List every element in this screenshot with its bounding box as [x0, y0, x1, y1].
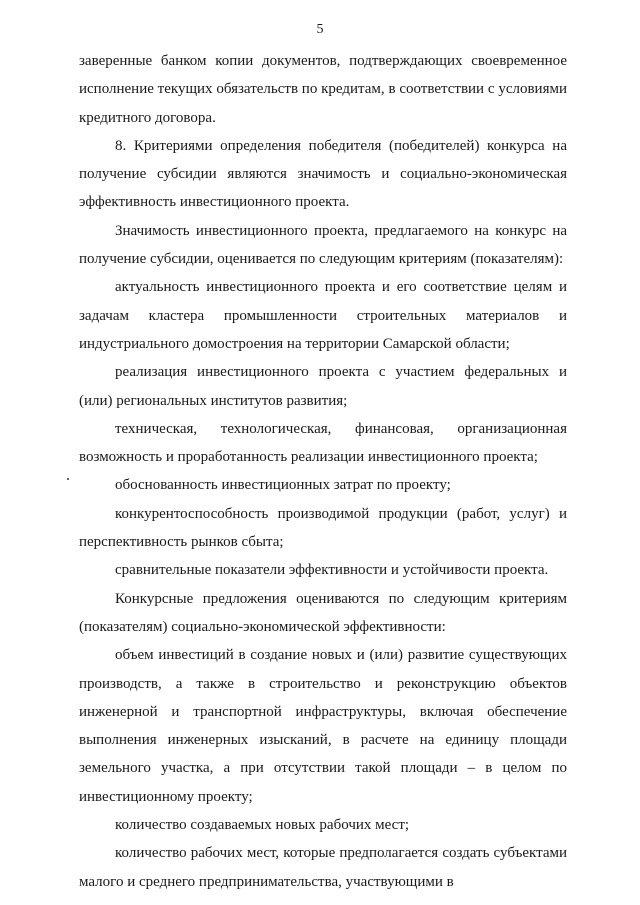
document-body [79, 47, 567, 896]
list-item-sme-jobs: количество рабочих мест, которые предполагается создать субъектами малого и среднего предпринимательства, участвующими в [79, 845, 567, 890]
list-item-feasibility: техническая, технологическая, финансовая, организационная возможность и проработанность реализации инвестиционного проекта; [79, 420, 567, 466]
page-number: 5 [316, 22, 324, 37]
paragraph-documents-continuation: заверенные банком копии документов, подтверждающих своевременное исполнение текущих обязательств по кредитам, в соответствии с условиями кредитного договора. [79, 53, 567, 126]
list-item-comparative-indicators: сравнительные показатели эффективности и устойчивости проекта. [115, 562, 549, 579]
list-item-investment-volume: объем инвестиций в создание новых и (или) развитие существующих производств, а также в строительство и реконструкцию объектов инженерной и транспортной инфраструктуры, включая обеспечение выполнения инженерных изысканий, в расчете на единицу площади земельного участка, а при отсутствии такой площади – в целом по инвестиционному проекту; [79, 647, 567, 805]
paragraph-socioeconomic-intro: Конкурсные предложения оцениваются по следующим критериям (показателям) социально-экономической эффективности: [79, 590, 567, 635]
list-item-competitiveness: конкурентоспособность производимой продукции (работ, услуг) и перспективность рынков сбыта; [79, 505, 567, 551]
list-item-costs: обоснованность инвестиционных затрат по проекту; [115, 477, 451, 494]
paragraph-criteria-winner: 8. Критериями определения победителя (победителей) конкурса на получение субсидии являются значимость и социально-экономическая эффективность инвестиционного проекта. [79, 137, 567, 211]
list-item-new-jobs: количество создаваемых новых рабочих мест; [115, 817, 410, 834]
paragraph-significance-intro: Значимость инвестиционного проекта, предлагаемого на конкурс на получение субсидии, оценивается по следующим критериям (показателям): [79, 222, 567, 268]
list-item-relevance: актуальность инвестиционного проекта и его соответствие целям и задачам кластера промышленности строительных материалов и индустриального домостроения на территории Самарской области; [79, 279, 567, 352]
scan-speck [67, 478, 69, 480]
list-item-institutes: реализация инвестиционного проекта с участием федеральных и (или) региональных институтов развития; [79, 364, 567, 409]
